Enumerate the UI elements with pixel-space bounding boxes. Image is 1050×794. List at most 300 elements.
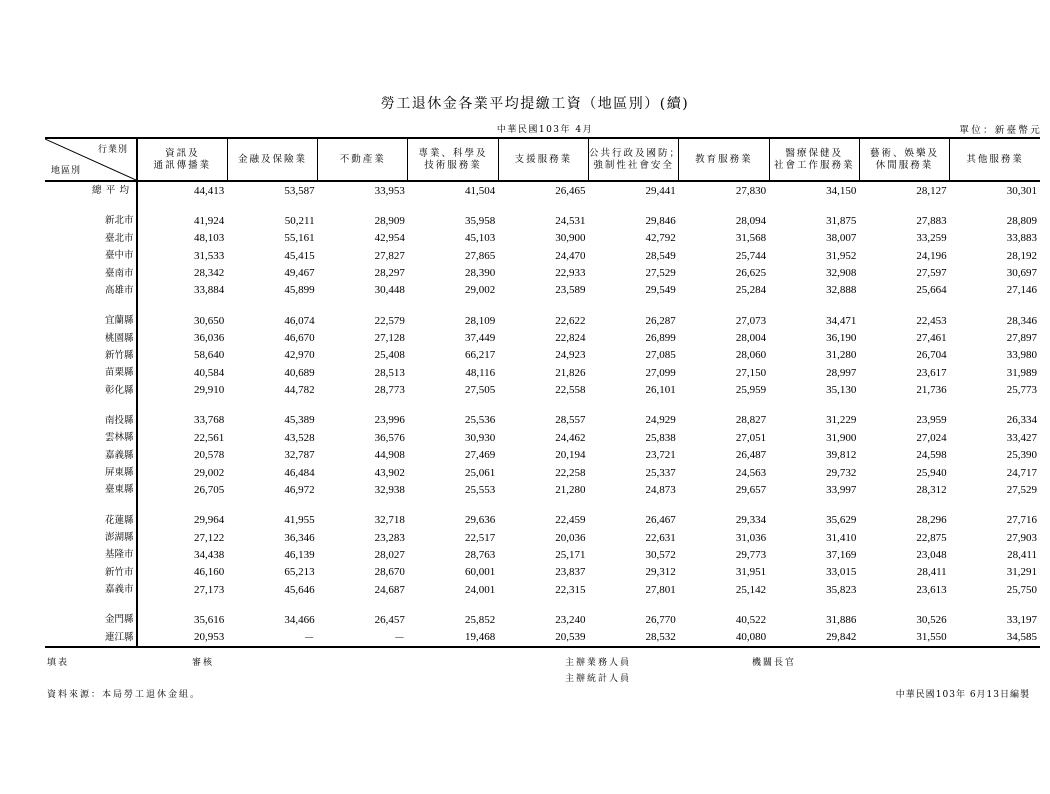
area-cell	[45, 181, 137, 199]
cell-value: 28,997	[826, 366, 857, 379]
area-cell	[45, 247, 137, 264]
cell-value: 20,036	[555, 531, 586, 544]
cell-value: 26,457	[374, 613, 405, 626]
cell-value: 27,865	[464, 249, 496, 262]
cell-value: 29,964	[194, 514, 225, 527]
cell-value: 36,346	[284, 531, 315, 544]
cell-value: 30,697	[1006, 267, 1037, 280]
area-cell	[45, 212, 137, 229]
table-row	[45, 629, 1040, 647]
group-spacer	[45, 399, 1040, 412]
table-row	[45, 581, 1040, 598]
cell-value: 25,337	[645, 466, 676, 479]
cell-value: 38,007	[826, 232, 857, 245]
cell-value: 22,622	[555, 314, 586, 327]
cell-value: 46,670	[284, 332, 315, 345]
area-label: 連江縣	[105, 631, 134, 643]
cell-value: 41,924	[194, 214, 225, 227]
cell-value: －	[393, 632, 405, 645]
cell-value: 31,410	[826, 531, 857, 544]
cell-value: 29,549	[645, 284, 676, 297]
column-header-arts: 藝術、娛樂及 休閒服務業	[859, 138, 949, 181]
area-cell	[45, 511, 137, 528]
cell-value: 27,883	[916, 214, 947, 227]
area-cell	[45, 412, 137, 429]
cell-value: 40,522	[735, 613, 767, 626]
column-header-health: 醫療保健及 社會工作服務業	[769, 138, 859, 181]
cell-value: 20,539	[555, 631, 586, 644]
cell-value: 29,636	[464, 514, 496, 527]
cell-value: 27,505	[464, 384, 496, 397]
area-cell	[45, 481, 137, 498]
area-cell	[45, 230, 137, 247]
cell-value: 42,954	[374, 232, 405, 245]
cell-value: 28,094	[735, 214, 767, 227]
cell-value: 21,280	[555, 483, 586, 496]
cell-value: 34,466	[284, 613, 315, 626]
cell-value: 24,001	[464, 583, 496, 596]
cell-value: 24,598	[916, 449, 947, 462]
cell-value: 24,563	[735, 466, 767, 479]
cell-value: 23,589	[555, 284, 586, 297]
cell-value: 24,717	[1006, 466, 1037, 479]
area-label: 新竹市	[105, 566, 134, 578]
cell-value: 28,513	[374, 366, 405, 379]
table-row	[45, 511, 1040, 528]
cell-value: 28,549	[645, 249, 676, 262]
cell-value: 45,646	[284, 583, 315, 596]
cell-value: 43,902	[374, 466, 405, 479]
cell-value: 27,529	[1006, 483, 1037, 496]
cell-value: 31,550	[916, 631, 947, 644]
table-row	[45, 212, 1040, 229]
cell-value: 22,453	[916, 314, 947, 327]
cell-value: 45,103	[464, 232, 496, 245]
cell-value: 31,900	[826, 431, 857, 444]
cell-value: 31,952	[826, 249, 857, 262]
cell-value: 49,467	[284, 267, 315, 280]
area-cell	[45, 312, 137, 329]
area-cell	[45, 364, 137, 381]
cell-value: 26,487	[735, 449, 767, 462]
cell-value: 44,782	[284, 384, 315, 397]
cell-value: 28,109	[464, 314, 496, 327]
cell-value: 23,721	[645, 449, 676, 462]
cell-value: 28,192	[1006, 249, 1037, 262]
cell-value: 28,773	[374, 384, 405, 397]
area-label: 嘉義縣	[105, 449, 134, 461]
cell-value: 31,951	[735, 566, 767, 579]
cell-value: 22,933	[555, 267, 586, 280]
cell-value: 29,002	[464, 284, 496, 297]
cell-value: 27,827	[374, 249, 405, 262]
area-label: 高雄市	[105, 284, 134, 296]
cell-value: 28,027	[374, 548, 405, 561]
cell-value: 24,531	[555, 214, 586, 227]
cell-value: 33,015	[826, 566, 857, 579]
cell-value: 26,704	[916, 349, 947, 362]
cell-value: 22,875	[916, 531, 947, 544]
cell-value: 29,312	[645, 566, 676, 579]
cell-value: 23,240	[555, 613, 586, 626]
wage-table	[45, 137, 1040, 648]
table-row	[45, 546, 1040, 563]
cell-value: 44,413	[194, 184, 225, 197]
cell-value: 46,484	[284, 466, 315, 479]
area-cell	[45, 282, 137, 299]
group-spacer	[45, 199, 1040, 212]
cell-value: 21,736	[916, 384, 947, 397]
cell-value: 25,284	[735, 284, 767, 297]
cell-value: 31,989	[1006, 366, 1037, 379]
cell-value: 28,127	[916, 184, 947, 197]
cell-value: 33,953	[374, 184, 405, 197]
cell-value: 29,732	[826, 466, 857, 479]
area-label: 嘉義市	[105, 584, 134, 596]
cell-value: 24,687	[374, 583, 405, 596]
agency-head-label: 機關長官	[752, 658, 797, 668]
cell-value: 26,287	[645, 314, 676, 327]
cell-value: 45,389	[284, 414, 315, 427]
cell-value: 23,048	[916, 548, 947, 561]
cell-value: 22,631	[645, 531, 676, 544]
cell-value: 26,625	[735, 267, 767, 280]
table-row	[45, 230, 1040, 247]
cell-value: 26,101	[645, 384, 676, 397]
cell-value: 31,036	[735, 531, 767, 544]
cell-value: 28,297	[374, 267, 405, 280]
cell-value: 28,342	[194, 267, 225, 280]
cell-value: 28,411	[916, 566, 947, 579]
cell-value: 28,390	[464, 267, 496, 280]
filler-label: 填表	[47, 658, 70, 668]
cell-value: 30,650	[194, 314, 225, 327]
cell-value: 25,664	[916, 284, 947, 297]
column-header-real-estate: 不動產業	[318, 138, 408, 181]
group-spacer	[45, 499, 1040, 512]
cell-value: 25,553	[464, 483, 496, 496]
reviewer-label: 審核	[192, 658, 215, 668]
cell-value: 44,908	[374, 449, 405, 462]
cell-value: 27,150	[735, 366, 767, 379]
cell-value: 30,526	[916, 613, 947, 626]
business-officer-label: 主辦業務人員	[565, 658, 632, 668]
cell-value: 30,448	[374, 284, 405, 297]
area-cell	[45, 429, 137, 446]
cell-value: 20,194	[555, 449, 586, 462]
cell-value: 35,130	[826, 384, 857, 397]
cell-value: 27,099	[645, 366, 676, 379]
cell-value: 32,888	[826, 284, 857, 297]
cell-value: 25,390	[1006, 449, 1037, 462]
region-axis-label: 地區別	[51, 166, 82, 176]
column-header-ict: 資訊及 通訊傳播業	[137, 138, 227, 181]
table-row	[45, 564, 1040, 581]
cell-value: 26,467	[645, 514, 676, 527]
column-header-finance: 金融及保險業	[227, 138, 317, 181]
cell-value: 33,259	[916, 232, 947, 245]
table-row	[45, 312, 1040, 329]
cell-value: 24,462	[555, 431, 586, 444]
cell-value: 25,940	[916, 466, 947, 479]
cell-value: 25,852	[464, 613, 496, 626]
cell-value: 19,468	[464, 631, 496, 644]
cell-value: 28,004	[735, 332, 767, 345]
cell-value: 24,196	[916, 249, 947, 262]
area-cell	[45, 382, 137, 399]
cell-value: 32,718	[374, 514, 405, 527]
area-cell	[45, 347, 137, 364]
cell-value: 27,122	[194, 531, 225, 544]
cell-value: 27,146	[1006, 284, 1037, 297]
table-row	[45, 429, 1040, 446]
cell-value: 40,584	[194, 366, 225, 379]
cell-value: 25,959	[735, 384, 767, 397]
cell-value: 28,670	[374, 566, 405, 579]
table-row	[45, 264, 1040, 281]
cell-value: 27,597	[916, 267, 947, 280]
area-label: 基隆市	[105, 549, 134, 561]
area-cell	[45, 464, 137, 481]
area-cell	[45, 264, 137, 281]
cell-value: 22,561	[194, 431, 225, 444]
cell-value: 41,955	[284, 514, 315, 527]
cell-value: 27,128	[374, 332, 405, 345]
cell-value: 29,910	[194, 384, 225, 397]
cell-value: 23,996	[374, 414, 405, 427]
cell-value: 28,411	[1007, 548, 1037, 561]
area-label: 臺北市	[105, 232, 134, 244]
cell-value: 43,528	[284, 431, 315, 444]
area-cell	[45, 581, 137, 598]
cell-value: 31,280	[826, 349, 857, 362]
cell-value: 28,532	[645, 631, 676, 644]
cell-value: 22,517	[464, 531, 496, 544]
cell-value: 25,750	[1006, 583, 1037, 596]
area-label: 彰化縣	[105, 384, 134, 396]
table-row	[45, 446, 1040, 463]
cell-value: 33,884	[194, 284, 225, 297]
area-label: 新北市	[105, 215, 134, 227]
area-label: 苗栗縣	[105, 367, 134, 379]
cell-value: 27,173	[194, 583, 225, 596]
cell-value: 27,469	[464, 449, 496, 462]
cell-value: 53,587	[284, 184, 315, 197]
cell-value: 46,972	[284, 483, 315, 496]
cell-value: 29,334	[735, 514, 767, 527]
cell-value: 30,900	[555, 232, 586, 245]
cell-value: 35,616	[194, 613, 225, 626]
cell-value: 31,533	[194, 249, 225, 262]
cell-value: 25,744	[735, 249, 767, 262]
area-label: 臺中市	[105, 250, 134, 262]
table-header	[45, 138, 1040, 181]
cell-value: 28,346	[1006, 314, 1037, 327]
cell-value: 46,139	[284, 548, 315, 561]
cell-value: 27,085	[645, 349, 676, 362]
group-spacer	[45, 598, 1040, 611]
area-cell	[45, 564, 137, 581]
cell-value: 50,211	[284, 214, 315, 227]
industry-axis-label: 行業別	[97, 145, 128, 155]
cell-value: 29,441	[645, 184, 676, 197]
area-label: 新竹縣	[105, 349, 134, 361]
area-label: 總平均	[92, 185, 129, 197]
cell-value: 27,073	[735, 314, 767, 327]
cell-value: 33,883	[1006, 232, 1037, 245]
cell-value: 22,459	[555, 514, 586, 527]
cell-value: 25,061	[464, 466, 496, 479]
report-period: 中華民國103年 4月	[496, 125, 594, 135]
column-header-public-admin: 公共行政及國防； 強制性社會安全	[588, 138, 678, 181]
cell-value: 35,629	[826, 514, 857, 527]
area-cell	[45, 611, 137, 628]
column-header-other-services: 其他服務業	[950, 138, 1040, 181]
cell-value: 58,640	[194, 349, 225, 362]
cell-value: 28,827	[735, 414, 767, 427]
cell-value: 29,002	[194, 466, 225, 479]
cell-value: 28,909	[374, 214, 405, 227]
cell-value: 27,051	[735, 431, 767, 444]
table-row	[45, 364, 1040, 381]
area-label: 澎湖縣	[105, 532, 134, 544]
cell-value: 37,169	[826, 548, 857, 561]
area-label: 臺南市	[105, 267, 134, 279]
cell-value: 26,899	[645, 332, 676, 345]
cell-value: 22,558	[555, 384, 586, 397]
cell-value: 42,970	[284, 349, 315, 362]
cell-value: 36,190	[826, 332, 857, 345]
cell-value: 33,997	[826, 483, 857, 496]
cell-value: 22,315	[555, 583, 586, 596]
cell-value: 32,938	[374, 483, 405, 496]
cell-value: 24,923	[555, 349, 586, 362]
cell-value: 35,823	[826, 583, 857, 596]
cell-value: 42,792	[645, 232, 676, 245]
cell-value: 25,536	[464, 414, 496, 427]
table-row	[45, 382, 1040, 399]
cell-value: 23,617	[916, 366, 947, 379]
area-cell	[45, 446, 137, 463]
cell-value: 23,283	[374, 531, 405, 544]
cell-value: 24,929	[645, 414, 676, 427]
area-cell	[45, 529, 137, 546]
cell-value: 33,980	[1006, 349, 1037, 362]
cell-value: 24,470	[555, 249, 586, 262]
statistics-officer-label: 主辦統計人員	[565, 674, 632, 684]
table-row	[45, 247, 1040, 264]
cell-value: 22,258	[555, 466, 586, 479]
cell-value: 60,001	[464, 566, 496, 579]
cell-value: 34,438	[194, 548, 225, 561]
cell-value: 36,036	[194, 332, 225, 345]
cell-value: 34,585	[1006, 631, 1037, 644]
area-label: 臺東縣	[105, 484, 134, 496]
cell-value: 46,160	[194, 566, 225, 579]
unit-label: 單位：新臺幣元	[959, 125, 1042, 136]
cell-value: 30,572	[645, 548, 676, 561]
cell-value: 24,873	[645, 483, 676, 496]
compiled-date: 中華民國103年 6月13日編製	[895, 690, 1030, 700]
cell-value: 28,809	[1006, 214, 1037, 227]
area-label: 屏東縣	[105, 467, 134, 479]
cell-value: 27,461	[916, 332, 947, 345]
cell-value: 27,024	[916, 431, 947, 444]
cell-value: 26,770	[645, 613, 676, 626]
area-label: 宜蘭縣	[105, 315, 134, 327]
cell-value: 48,103	[194, 232, 225, 245]
cell-value: 28,312	[916, 483, 947, 496]
cell-value: 31,886	[826, 613, 857, 626]
cell-value: 34,150	[826, 184, 857, 197]
area-label: 花蓮縣	[105, 514, 134, 526]
table-row	[45, 329, 1040, 346]
area-label: 金門縣	[105, 614, 134, 626]
cell-value: 29,773	[735, 548, 767, 561]
cell-value: 26,705	[194, 483, 225, 496]
cell-value: 28,557	[555, 414, 586, 427]
cell-value: 45,415	[284, 249, 315, 262]
table-row	[45, 181, 1040, 199]
cell-value: 55,161	[284, 232, 315, 245]
cell-value: 23,613	[916, 583, 947, 596]
cell-value: 23,959	[916, 414, 947, 427]
table-row	[45, 412, 1040, 429]
table-row	[45, 282, 1040, 299]
cell-value: 25,142	[735, 583, 767, 596]
cell-value: 33,197	[1006, 613, 1037, 626]
cell-value: 31,875	[826, 214, 857, 227]
table-row	[45, 347, 1040, 364]
cell-value: 25,838	[645, 431, 676, 444]
cell-value: 37,449	[464, 332, 496, 345]
cell-value: 32,787	[284, 449, 315, 462]
cell-value: 30,930	[464, 431, 496, 444]
cell-value: 31,229	[826, 414, 857, 427]
column-header-education: 教育服務業	[679, 138, 769, 181]
area-cell	[45, 629, 137, 647]
cell-value: 27,801	[645, 583, 676, 596]
cell-value: 29,846	[645, 214, 676, 227]
table-row	[45, 481, 1040, 498]
document-title: 勞工退休金各業平均提繳工資（地區別）(續)	[380, 96, 690, 112]
cell-value: 28,296	[916, 514, 947, 527]
cell-value: 28,060	[735, 349, 767, 362]
area-cell	[45, 546, 137, 563]
cell-value: 27,529	[645, 267, 676, 280]
cell-value: 23,837	[555, 566, 586, 579]
cell-value: －	[303, 632, 315, 645]
area-cell	[45, 329, 137, 346]
cell-value: 46,074	[284, 314, 315, 327]
cell-value: 27,897	[1006, 332, 1037, 345]
table-row	[45, 611, 1040, 628]
cell-value: 20,578	[194, 449, 225, 462]
cell-value: 22,579	[374, 314, 405, 327]
cell-value: 32,908	[826, 267, 857, 280]
cell-value: 29,657	[735, 483, 767, 496]
column-header-support-services: 支援服務業	[498, 138, 588, 181]
cell-value: 65,213	[284, 566, 315, 579]
table-body	[45, 181, 1040, 647]
table-row	[45, 464, 1040, 481]
cell-value: 33,427	[1006, 431, 1037, 444]
cell-value: 31,568	[735, 232, 767, 245]
cell-value: 26,465	[555, 184, 586, 197]
group-spacer	[45, 299, 1040, 312]
area-label: 桃園縣	[105, 332, 134, 344]
area-label: 南投縣	[105, 414, 134, 426]
